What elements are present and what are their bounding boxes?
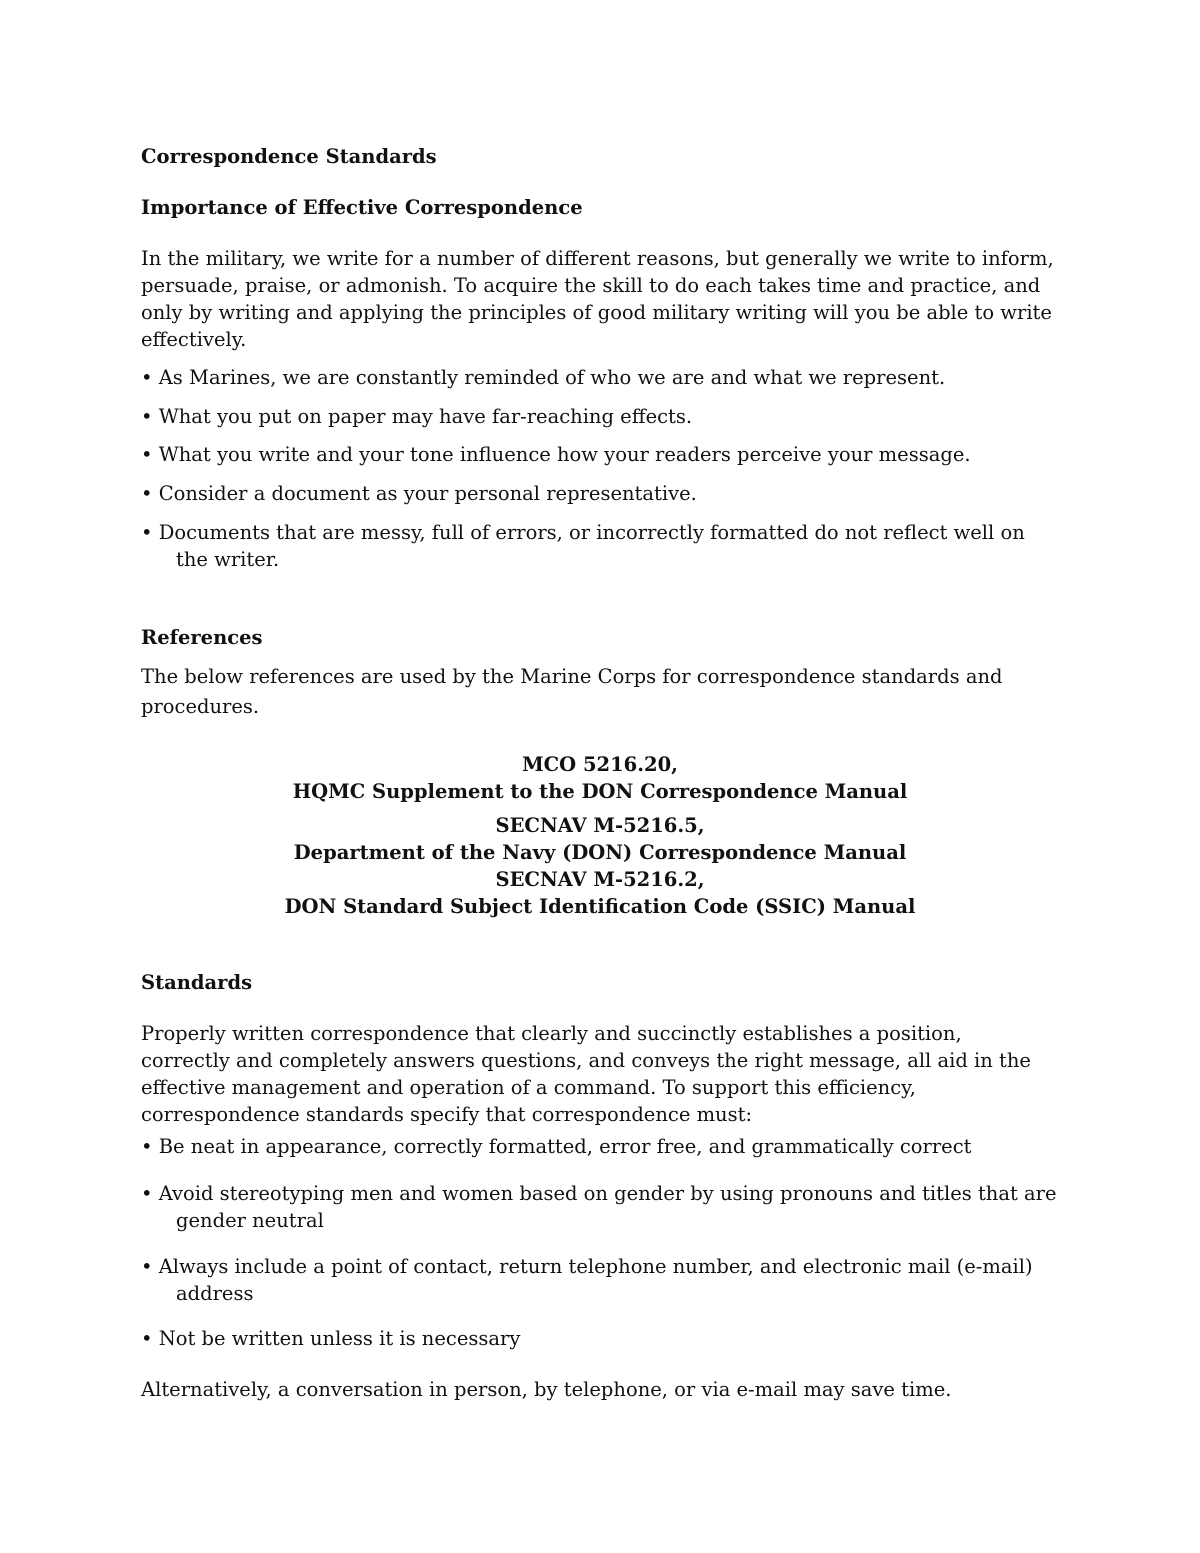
standards-bullet: • Not be written unless it is necessary xyxy=(141,1327,521,1350)
importance-bullet: • What you write and your tone influence how your readers perceive your message. xyxy=(141,443,971,466)
reference-item: SECNAV M-5216.2, xyxy=(495,868,705,891)
reference-item: SECNAV M-5216.5, xyxy=(495,814,705,837)
references-heading: References xyxy=(141,626,263,649)
importance-bullet: • Consider a document as your personal representative. xyxy=(141,482,697,505)
standards-bullet: • Be neat in appearance, correctly formatted, error free, and grammatically correct xyxy=(141,1135,972,1158)
references-intro: The below references are used by the Marine Corps for correspondence standards and procedures. xyxy=(141,665,1003,718)
standards-bullet: • Always include a point of contact, return telephone number, and electronic mail (e-mail) address xyxy=(141,1255,1033,1305)
importance-bullet: • As Marines, we are constantly reminded of who we are and what we represent. xyxy=(141,366,946,389)
standards-closing: Alternatively, a conversation in person, by telephone, or via e-mail may save time. xyxy=(141,1378,952,1401)
importance-paragraph: In the military, we write for a number of different reasons, but generally we write to inform, persuade, praise, or admonish. To acquire the skill to do each takes time and practice, and only by writing and applying the principles of good military writing will you be able to write effectively. xyxy=(141,247,1054,351)
importance-heading: Importance of Effective Correspondence xyxy=(141,196,583,219)
standards-heading: Standards xyxy=(141,971,253,994)
reference-item: HQMC Supplement to the DON Correspondence Manual xyxy=(292,780,908,803)
standards-paragraph: Properly written correspondence that clearly and succinctly establishes a position, correctly and completely answers questions, and conveys the right message, all aid in the effective management and operation of a command. To support this efficiency, correspondence standards specify that correspondence must: xyxy=(141,1022,1031,1126)
standards-bullet: • Avoid stereotyping men and women based on gender by using pronouns and titles that are gender neutral xyxy=(141,1182,1057,1232)
reference-item: DON Standard Subject Identification Code (SSIC) Manual xyxy=(284,895,916,918)
importance-bullet: • Documents that are messy, full of errors, or incorrectly formatted do not reflect well on the writer. xyxy=(141,521,1025,571)
importance-bullet: • What you put on paper may have far-reaching effects. xyxy=(141,405,693,428)
document-title: Correspondence Standards xyxy=(141,145,437,168)
reference-item: Department of the Navy (DON) Correspondence Manual xyxy=(293,841,907,864)
reference-item: MCO 5216.20, xyxy=(522,753,678,776)
